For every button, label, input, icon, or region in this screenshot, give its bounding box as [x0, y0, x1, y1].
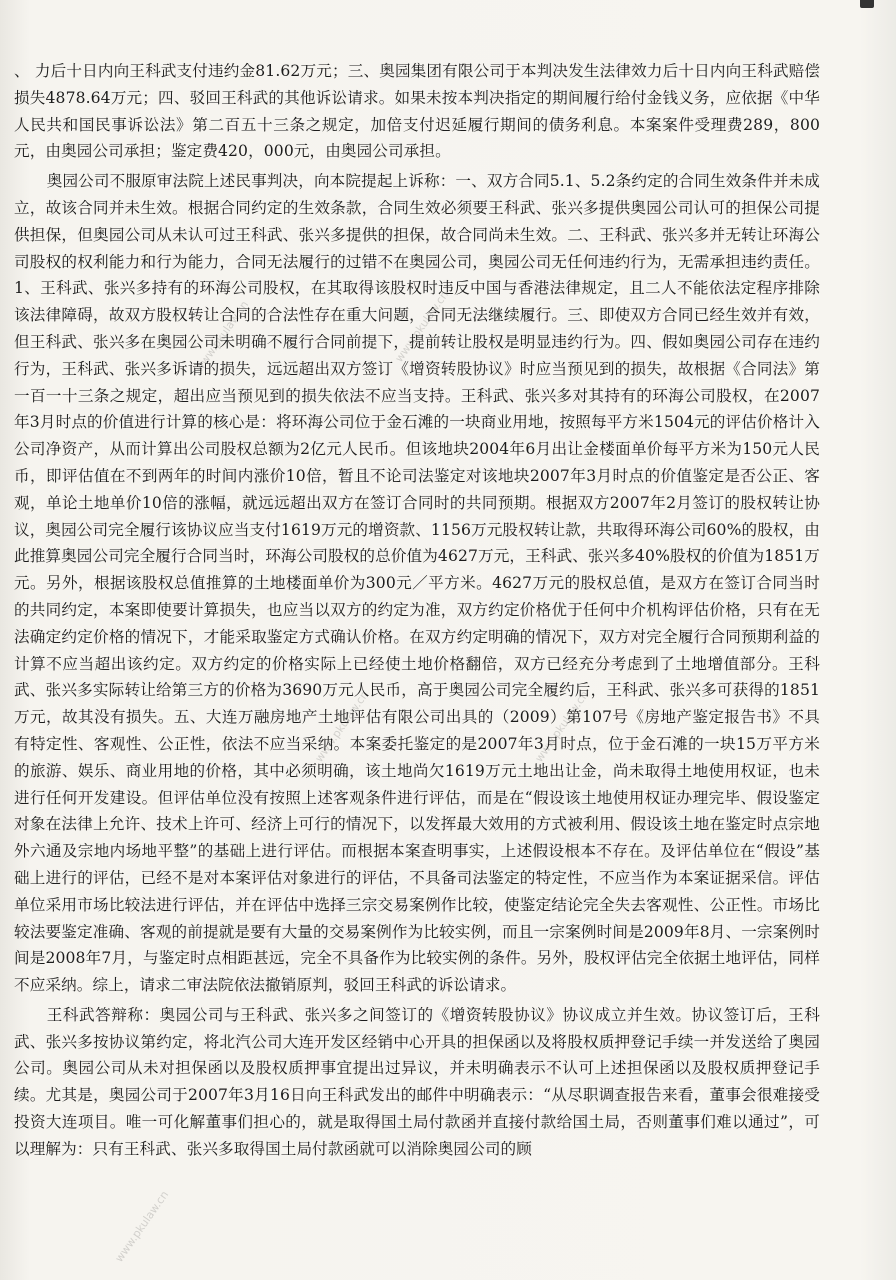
paragraph-defense-reply: 王科武答辩称：奥园公司与王科武、张兴多之间签订的《增资转股协议》协议成立并生效。协议签订后，王科武、张兴多按协议第约定，将北汽公司大连开发区经销中心开具的担保函以及将股权质押登记手续一并发送给了奥园公司。奥园公司从未对担保函以及股权质押事宜提出过异议，并未明确表示不认可上述担保函以及股权质押登记手续。尤其是，奥园公司于2007年3月16日向王科武发出的邮件中明确表示：“从尽职调查报告来看，董事会很难接受投资大连项目。唯一可化解董事们担心的，就是取得国土局付款函并直接付款给国土局，否则董事们难以通过”，可以理解为：只有王科武、张兴多取得国土局付款函就可以消除奥园公司的顾 — [14, 1005, 820, 1158]
watermark-3: www.pkulaw.cn — [312, 688, 372, 765]
paragraph-judgment-end: 、 力后十日内向王科武支付违约金81.62万元；三、奥园集团有限公司于本判决发生法律效力后十日内向王科武赔偿损失4878.64万元；四、驳回王科武的其他诉讼请求。如果未按本判决指定的期间履行给付金钱义务，应依据《中华人民共和国民事诉讼法》第二百五十三条之规定，加倍支付迟延履行期间的债务利息。本案案件受理费289，800元，由奥园公司承担；鉴定费420，000元，由奥园公司承担。 — [14, 62, 820, 161]
watermark-1: www.pkulaw.cn — [192, 298, 252, 375]
watermark-5: www.pkulaw.cn — [112, 1188, 172, 1265]
document-body — [14, 58, 820, 1166]
page-corner-mark — [860, 0, 874, 8]
watermark-4: www.pkulaw.cn — [532, 688, 592, 765]
watermark-2: www.pkulaw.cn — [392, 288, 452, 365]
paragraph-appeal-claims: 奥园公司不服原审法院上述民事判决，向本院提起上诉称：一、双方合同5.1、5.2条约定的合同生效条件并未成立，故该合同并未生效。根据合同约定的生效条款，合同生效必须要王科武、张兴多提供奥园公司认可的担保公司提供担保，但奥园公司从未认可过王科武、张兴多提供的担保，故合同尚未生效。二、王科武、张兴多并无转让环海公司股权的权利能力和行为能力，合同无法履行的过错不在奥园公司，奥园公司无任何违约行为，无需承担违约责任。1、王科武、张兴多持有的环海公司股权，在其取得该股权时违反中国与香港法律规定，且二人不能依法定程序排除该法律障碍，故双方股权转让合同的合法性存在重大问题，合同无法继续履行。三、即使双方合同已经生效并有效，但王科武、张兴多在奥园公司未明确不履行合同前提下，提前转让股权是明显违约行为。四、假如奥园公司存在违约行为，王科武、张兴多诉请的损失，远远超出双方签订《增资转股协议》时应当预见到的损失，故根据《合同法》第一百一十三条之规定，超出应当预见到的损失依法不应当支持。王科武、张兴多对其持有的环海公司股权，在2007年3月时点的价值进行计算的核心是：将环海公司位于金石滩的一块商业用地，按照每平方米1504元的评估价格计入公司净资产，从而计算出公司股权总额为2亿元人民币。但该地块2004年6月出让金楼面单价每平方米为150元人民币，即评估值在不到两年的时间内涨价10倍，暂且不论司法鉴定对该地块2007年3月时点的价值鉴定是否公正、客观，单论土地单价10倍的涨幅，就远远超出双方在签订合同时的共同预期。根据双方2007年2月签订的股权转让协议，奥园公司完全履行该协议应当支付1619万元的增资款、1156万元股权转让款，共取得环海公司60%的股权，由此推算奥园公司完全履行合同当时，环海公司股权的总价值为4627万元，王科武、张兴多40%股权的价值为1851万元。另外，根据该股权总值推算的土地楼面单价为300元／平方米。4627万元的股权总值，是双方在签订合同当时的共同约定，本案即使要计算损失，也应当以双方的约定为准，双方约定价格优于任何中介机构评估价格，只有在无法确定约定价格的情况下，才能采取鉴定方式确认价格。在双方约定明确的情况下，双方对完全履行合同预期利益的计算不应当超出该约定。双方约定的价格实际上已经使土地价格翻倍，双方已经充分考虑到了土地增值部分。王科武、张兴多实际转让给第三方的价格为3690万元人民币，高于奥园公司完全履约后，王科武、张兴多可获得的1851万元，故其没有损失。五、大连万融房地产土地评估有限公司出具的（2009）第107号《房地产鉴定报告书》不具有特定性、客观性、公正性，依法不应当采纳。本案委托鉴定的是2007年3月时点，位于金石滩的一块15万平方米的旅游、娱乐、商业用地的价格，其中必须明确，该土地尚欠1619万元土地出让金，尚未取得土地使用权证，也未进行任何开发建设。但评估单位没有按照上述客观条件进行评估，而是在“假设该土地使用权证办理完毕、假设鉴定对象在法律上允许、技术上许可、经济上可行的情况下，以发挥最大效用的方式被利用、假设该土地在鉴定时点宗地外六通及宗地内场地平整”的基础上进行评估。而根据本案查明事实，上述假设根本不存在。及评估单位在“假设”基础上进行的评估，已经不是对本案评估对象进行的评估，不具备司法鉴定的特定性，不应当作为本案证据采信。评估单位采用市场比较法进行评估，并在评估中选择三宗交易案例作比较，使鉴定结论完全失去客观性、公正性。市场比较法要鉴定准确、客观的前提就是要有大量的交易案例作为比较实例，而且一宗案例时间是2009年8月、一宗案例时间是2008年7月，与鉴定时点相距甚远，完全不具备作为比较实例的条件。另外，股权评估完全依据土地评估，同样不应采纳。综上，请求二审法院依法撤销原判，驳回王科武的诉讼请求。 — [14, 172, 820, 995]
